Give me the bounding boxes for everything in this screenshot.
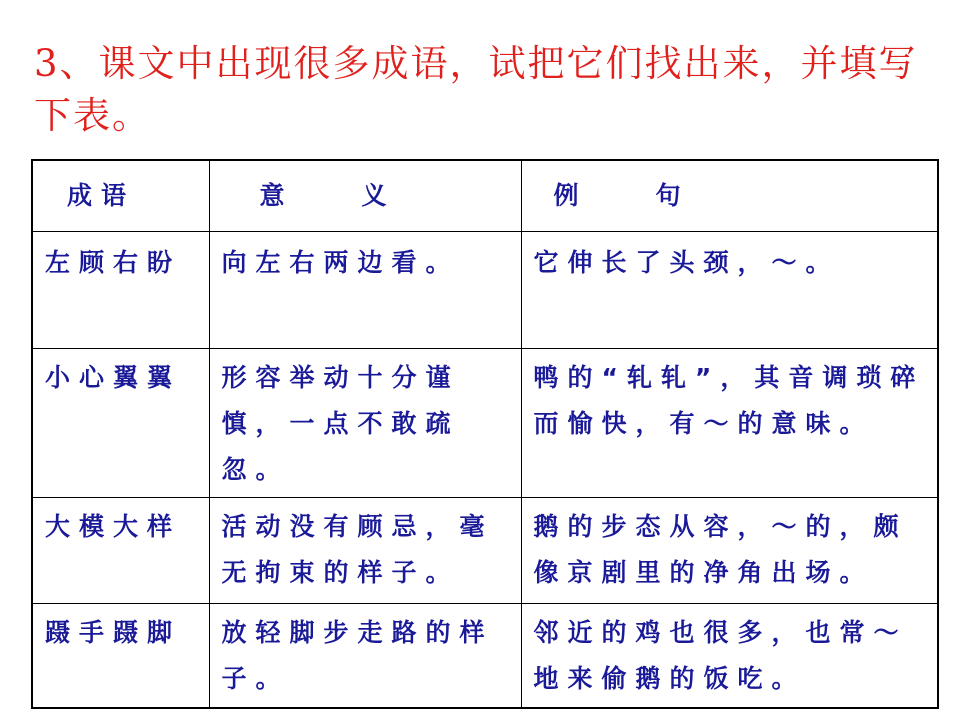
meaning-cell: 活动没有顾忌，毫无拘束的样子。 <box>209 498 521 604</box>
task-instruction: 3、课文中出现很多成语，试把它们找出来，并填写下表。 <box>34 42 918 137</box>
header-meaning: 意 义 <box>209 160 521 232</box>
example-cell: 鹅的步态从容，～的，颇像京剧里的净角出场。 <box>521 498 938 604</box>
table-row <box>32 349 938 498</box>
table-row <box>32 498 938 604</box>
example-cell: 它伸长了头颈，～。 <box>521 232 938 349</box>
table-row <box>32 604 938 709</box>
meaning-cell: 形容举动十分谨慎，一点不敢疏忽。 <box>209 349 521 498</box>
header-example: 例 句 <box>521 160 938 232</box>
idiom-cell: 左顾右盼 <box>32 232 209 349</box>
table-row <box>32 232 938 349</box>
table-header-row <box>32 160 938 232</box>
idiom-cell: 小心翼翼 <box>32 349 209 498</box>
meaning-cell: 放轻脚步走路的样子。 <box>209 604 521 709</box>
idiom-cell: 大模大样 <box>32 498 209 604</box>
idiom-cell: 蹑手蹑脚 <box>32 604 209 709</box>
example-cell: 鸭的“轧轧”，其音调琐碎而愉快，有～的意味。 <box>521 349 938 498</box>
meaning-cell: 向左右两边看。 <box>209 232 521 349</box>
header-idiom: 成语 <box>32 160 209 232</box>
idiom-table <box>31 159 939 709</box>
example-cell: 邻近的鸡也很多，也常～地来偷鹅的饭吃。 <box>521 604 938 709</box>
